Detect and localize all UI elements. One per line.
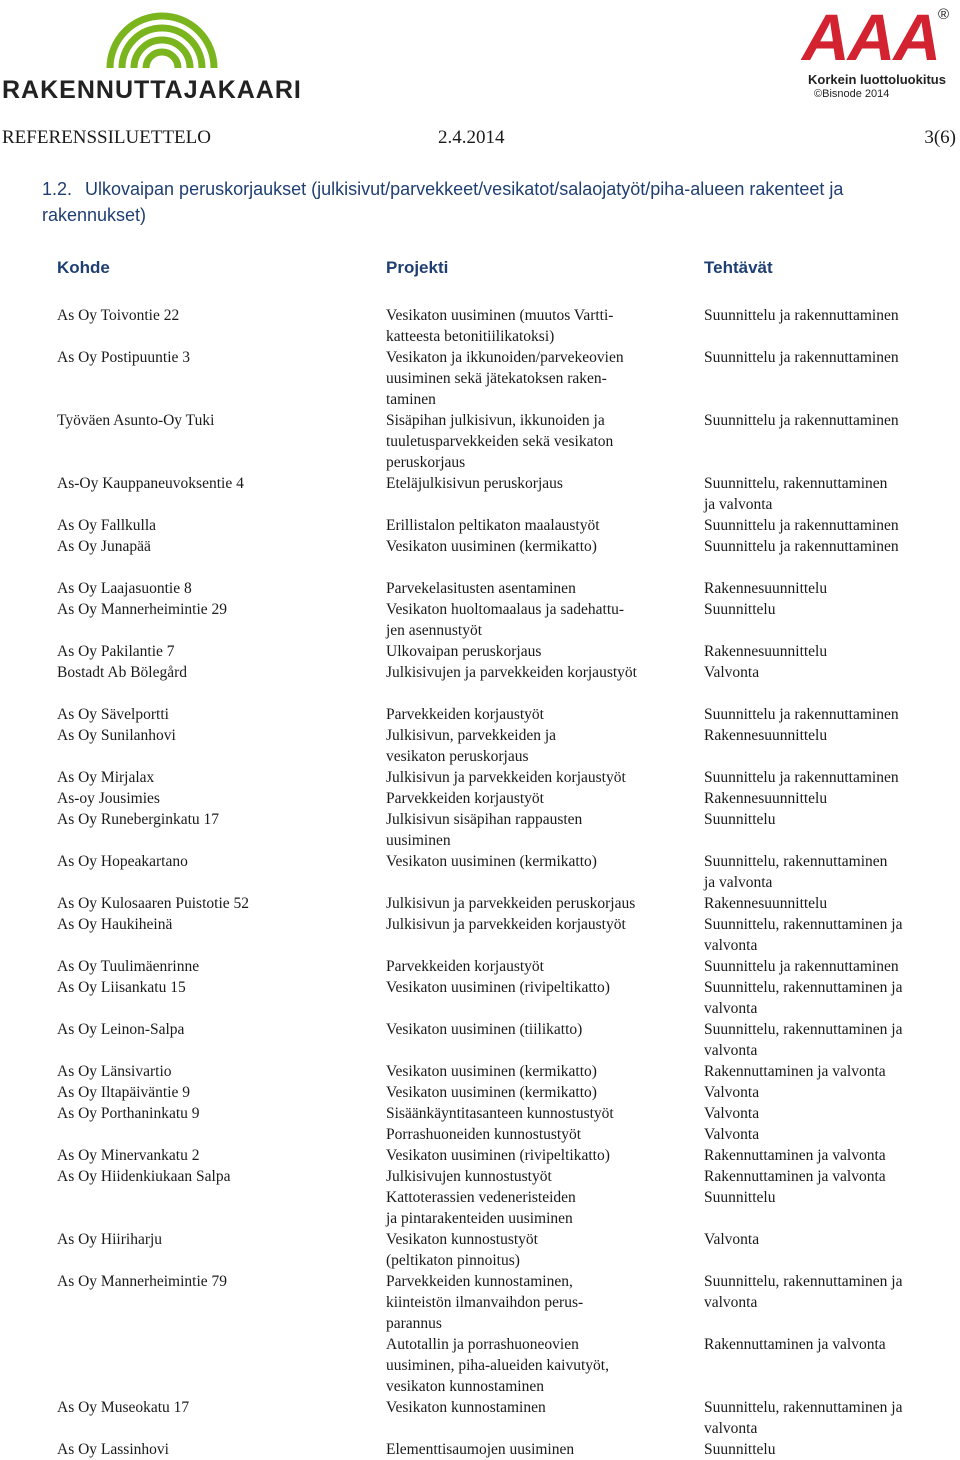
- row-kohde: As Oy Sävelportti: [57, 706, 169, 723]
- row-projekti: Erillistalon peltikaton maalaustyöt: [386, 517, 600, 534]
- table-row: [0, 662, 960, 683]
- row-kohde: As Oy Museokatu 17: [57, 1399, 190, 1416]
- table-row: [0, 347, 960, 410]
- row-tehtavat: Valvonta: [704, 1231, 760, 1248]
- table-row: [0, 767, 960, 788]
- row-tehtavat: Suunnittelu, rakennuttaminen ja valvonta: [704, 979, 903, 1017]
- row-kohde: As Oy Haukiheinä: [57, 916, 173, 933]
- row-kohde: As Oy Sunilanhovi: [57, 727, 176, 744]
- brand-name: RAKENNUTTAJAKAARI: [2, 76, 302, 104]
- row-projekti: Vesikaton uusiminen (kermikatto): [386, 1063, 597, 1080]
- row-projekti: Vesikaton huoltomaalaus ja sadehattu- jen asennustyöt: [386, 601, 625, 639]
- table-row: [0, 704, 960, 725]
- row-kohde: As Oy Hiiriharju: [57, 1231, 163, 1248]
- row-tehtavat: Valvonta: [704, 1084, 760, 1101]
- row-tehtavat: Rakennuttaminen ja valvonta: [704, 1336, 886, 1353]
- table-row: [0, 536, 960, 557]
- row-kohde: As Oy Liisankatu 15: [57, 979, 186, 996]
- table-row: [0, 1166, 960, 1229]
- table-row: [0, 641, 960, 662]
- table-row: [0, 725, 960, 767]
- rakennuttajakaari-logo: [2, 4, 322, 104]
- row-kohde: As Oy Leinon-Salpa: [57, 1021, 185, 1038]
- row-projekti: Parvekkeiden korjaustyöt: [386, 958, 544, 975]
- row-tehtavat: Suunnittelu ja rakennuttaminen: [704, 769, 899, 786]
- row-projekti: Vesikaton ja ikkunoiden/parvekeovien uusiminen sekä jätekatoksen raken- taminen: [386, 349, 624, 408]
- row-tehtavat: Suunnittelu, rakennuttaminen ja valvonta: [704, 475, 888, 513]
- row-kohde: As-oy Jousimies: [57, 790, 160, 807]
- row-projekti: Autotallin ja porrashuoneovien uusiminen, piha-alueiden kaivutyöt, vesikaton kunnostaminen: [386, 1336, 609, 1395]
- row-kohde: As Oy Mannerheimintie 79: [57, 1273, 228, 1290]
- row-tehtavat: Rakennesuunnittelu: [704, 895, 828, 912]
- table-row: [0, 1019, 960, 1061]
- row-kohde: As Oy Kulosaaren Puistotie 52: [57, 895, 250, 912]
- row-tehtavat: Suunnittelu ja rakennuttaminen: [704, 538, 899, 555]
- row-projekti: Julkisivun sisäpihan rappausten uusiminen: [386, 811, 583, 849]
- row-projekti: Sisäänkäyntitasanteen kunnostustyöt Porrashuoneiden kunnostustyöt: [386, 1105, 614, 1143]
- row-kohde: As Oy Hiidenkiukaan Salpa: [57, 1168, 231, 1185]
- row-projekti: Parvekkeiden kunnostaminen, kiinteistön ilmanvaihdon perus- parannus: [386, 1273, 584, 1332]
- table-row: [0, 515, 960, 536]
- table-row: [0, 1082, 960, 1103]
- registered-mark: ®: [938, 6, 950, 23]
- row-projekti: Parvekelasitusten asentaminen: [386, 580, 576, 597]
- table-row: [0, 956, 960, 977]
- document-title: REFERENSSILUETTELO: [2, 127, 211, 148]
- row-tehtavat: Suunnittelu ja rakennuttaminen: [704, 412, 899, 429]
- row-tehtavat: Suunnittelu, rakennuttaminen ja valvonta: [704, 1021, 903, 1059]
- row-kohde: As Oy Postipuuntie 3: [57, 349, 191, 366]
- row-kohde: Bostadt Ab Bölegård: [57, 664, 188, 681]
- row-projekti: Vesikaton uusiminen (kermikatto): [386, 1084, 597, 1101]
- row-kohde: As-Oy Kauppaneuvoksentie 4: [57, 475, 244, 492]
- arc-logo-icon: [102, 4, 222, 70]
- row-kohde: As Oy Minervankatu 2: [57, 1147, 200, 1164]
- row-tehtavat: Suunnittelu ja rakennuttaminen: [704, 706, 899, 723]
- table-row: [0, 473, 960, 515]
- row-tehtavat: Suunnittelu ja rakennuttaminen: [704, 517, 899, 534]
- row-tehtavat: Suunnittelu, rakennuttaminen ja valvonta: [704, 1273, 903, 1311]
- row-kohde: As Oy Mirjalax: [57, 769, 155, 786]
- row-kohde: As Oy Fallkulla: [57, 517, 157, 534]
- bisnode-text: ©Bisnode 2014: [814, 88, 890, 100]
- row-projekti: Julkisivujen ja parvekkeiden korjaustyöt: [386, 664, 637, 681]
- row-tehtavat: Rakennuttaminen ja valvonta: [704, 1063, 886, 1080]
- row-projekti: Sisäpihan julkisivun, ikkunoiden ja tuuletusparvekkeiden sekä vesikaton peruskorjaus: [386, 412, 614, 471]
- table-row: [0, 1334, 960, 1397]
- row-tehtavat: Valvonta: [704, 664, 760, 681]
- row-tehtavat: Suunnittelu: [704, 811, 776, 828]
- aaa-rating-logo: [800, 2, 958, 102]
- row-kohde: As Oy Tuulimäenrinne: [57, 958, 200, 975]
- row-tehtavat: Suunnittelu, rakennuttaminen ja valvonta: [704, 1399, 903, 1437]
- row-projekti: Julkisivun ja parvekkeiden peruskorjaus: [386, 895, 636, 912]
- document-date: 2.4.2014: [438, 127, 505, 148]
- row-projekti: Parvekkeiden korjaustyöt: [386, 706, 544, 723]
- row-projekti: Julkisivun, parvekkeiden ja vesikaton peruskorjaus: [386, 727, 557, 765]
- table-row: [0, 578, 960, 599]
- row-tehtavat: Suunnittelu ja rakennuttaminen: [704, 349, 899, 366]
- row-tehtavat: Rakennesuunnittelu: [704, 580, 828, 597]
- table-row: [0, 977, 960, 1019]
- row-kohde: As Oy Iltapäiväntie 9: [57, 1084, 191, 1101]
- table-row: [0, 851, 960, 893]
- row-projekti: Vesikaton uusiminen (tiilikatto): [386, 1021, 583, 1038]
- row-kohde: As Oy Porthaninkatu 9: [57, 1105, 200, 1122]
- row-projekti: Parvekkeiden korjaustyöt: [386, 790, 544, 807]
- column-header-projekti: Projekti: [386, 258, 449, 277]
- row-tehtavat: Rakennesuunnittelu: [704, 727, 828, 744]
- row-tehtavat: Valvonta Valvonta: [704, 1105, 760, 1143]
- row-kohde: As Oy Toivontie 22: [57, 307, 180, 324]
- reference-table: [0, 305, 960, 1460]
- table-row: [0, 410, 960, 473]
- row-tehtavat: Rakennuttaminen ja valvonta: [704, 1147, 886, 1164]
- row-tehtavat: Suunnittelu ja rakennuttaminen: [704, 958, 899, 975]
- table-row: [0, 1397, 960, 1439]
- row-kohde: As Oy Mannerheimintie 29: [57, 601, 228, 618]
- row-tehtavat: Rakennesuunnittelu: [704, 643, 828, 660]
- table-row: [0, 1061, 960, 1082]
- table-row: [0, 809, 960, 851]
- table-row: [0, 914, 960, 956]
- row-projekti: Vesikaton uusiminen (kermikatto): [386, 853, 597, 870]
- aaa-letters: AAA: [802, 0, 939, 74]
- rating-text: Korkein luottoluokitus: [808, 72, 946, 87]
- row-kohde: As Oy Pakilantie 7: [57, 643, 175, 660]
- row-projekti: Vesikaton uusiminen (muutos Vartti- katteesta betonitiilikatoksi): [386, 307, 614, 345]
- row-tehtavat: Suunnittelu: [704, 1441, 776, 1458]
- row-projekti: Vesikaton uusiminen (rivipeltikatto): [386, 1147, 610, 1164]
- row-tehtavat: Suunnittelu, rakennuttaminen ja valvonta: [704, 916, 903, 954]
- row-kohde: As Oy Länsivartio: [57, 1063, 172, 1080]
- table-row: [0, 1229, 960, 1271]
- section-title: Ulkovaipan peruskorjaukset (julkisivut/parvekkeet/vesikatot/salaojatyöt/piha-alueen rakenteet ja rakennukset): [42, 179, 844, 225]
- row-projekti: Eteläjulkisivun peruskorjaus: [386, 475, 563, 492]
- table-row: [0, 599, 960, 641]
- row-tehtavat: Suunnittelu: [704, 601, 776, 618]
- section-heading: [42, 176, 952, 228]
- row-kohde: As Oy Runeberginkatu 17: [57, 811, 220, 828]
- row-projekti: Vesikaton kunnostustyöt (peltikaton pinnoitus): [386, 1231, 538, 1269]
- row-tehtavat: Suunnittelu, rakennuttaminen ja valvonta: [704, 853, 888, 891]
- row-kohde: As Oy Hopeakartano: [57, 853, 188, 870]
- row-kohde: As Oy Lassinhovi: [57, 1441, 169, 1458]
- row-projekti: Elementtisaumojen uusiminen: [386, 1441, 575, 1458]
- row-projekti: Julkisivujen kunnostustyöt Kattoterassien vedeneristeiden ja pintarakenteiden uusiminen: [386, 1168, 576, 1227]
- column-header-kohde: Kohde: [57, 258, 110, 277]
- row-projekti: Vesikaton uusiminen (rivipeltikatto): [386, 979, 610, 996]
- row-tehtavat: Suunnittelu ja rakennuttaminen: [704, 307, 899, 324]
- row-projekti: Vesikaton uusiminen (kermikatto): [386, 538, 597, 555]
- row-kohde: Työväen Asunto-Oy Tuki: [57, 412, 215, 429]
- row-tehtavat: Rakennuttaminen ja valvonta Suunnittelu: [704, 1168, 886, 1206]
- table-row: [0, 1271, 960, 1334]
- section-number: 1.2.: [42, 179, 73, 199]
- table-row: [0, 1103, 960, 1145]
- row-projekti: Julkisivun ja parvekkeiden korjaustyöt: [386, 769, 626, 786]
- column-header-tehtavat: Tehtävät: [704, 258, 773, 277]
- table-row: [0, 893, 960, 914]
- row-projekti: Julkisivun ja parvekkeiden korjaustyöt: [386, 916, 626, 933]
- table-row: [0, 305, 960, 347]
- row-projekti: Vesikaton kunnostaminen: [386, 1399, 546, 1416]
- row-kohde: As Oy Laajasuontie 8: [57, 580, 192, 597]
- page-number: 3(6): [924, 127, 956, 148]
- row-tehtavat: Rakennesuunnittelu: [704, 790, 828, 807]
- row-kohde: As Oy Junapää: [57, 538, 151, 555]
- table-row: [0, 788, 960, 809]
- table-row: [0, 1439, 960, 1460]
- table-row: [0, 1145, 960, 1166]
- row-projekti: Ulkovaipan peruskorjaus: [386, 643, 542, 660]
